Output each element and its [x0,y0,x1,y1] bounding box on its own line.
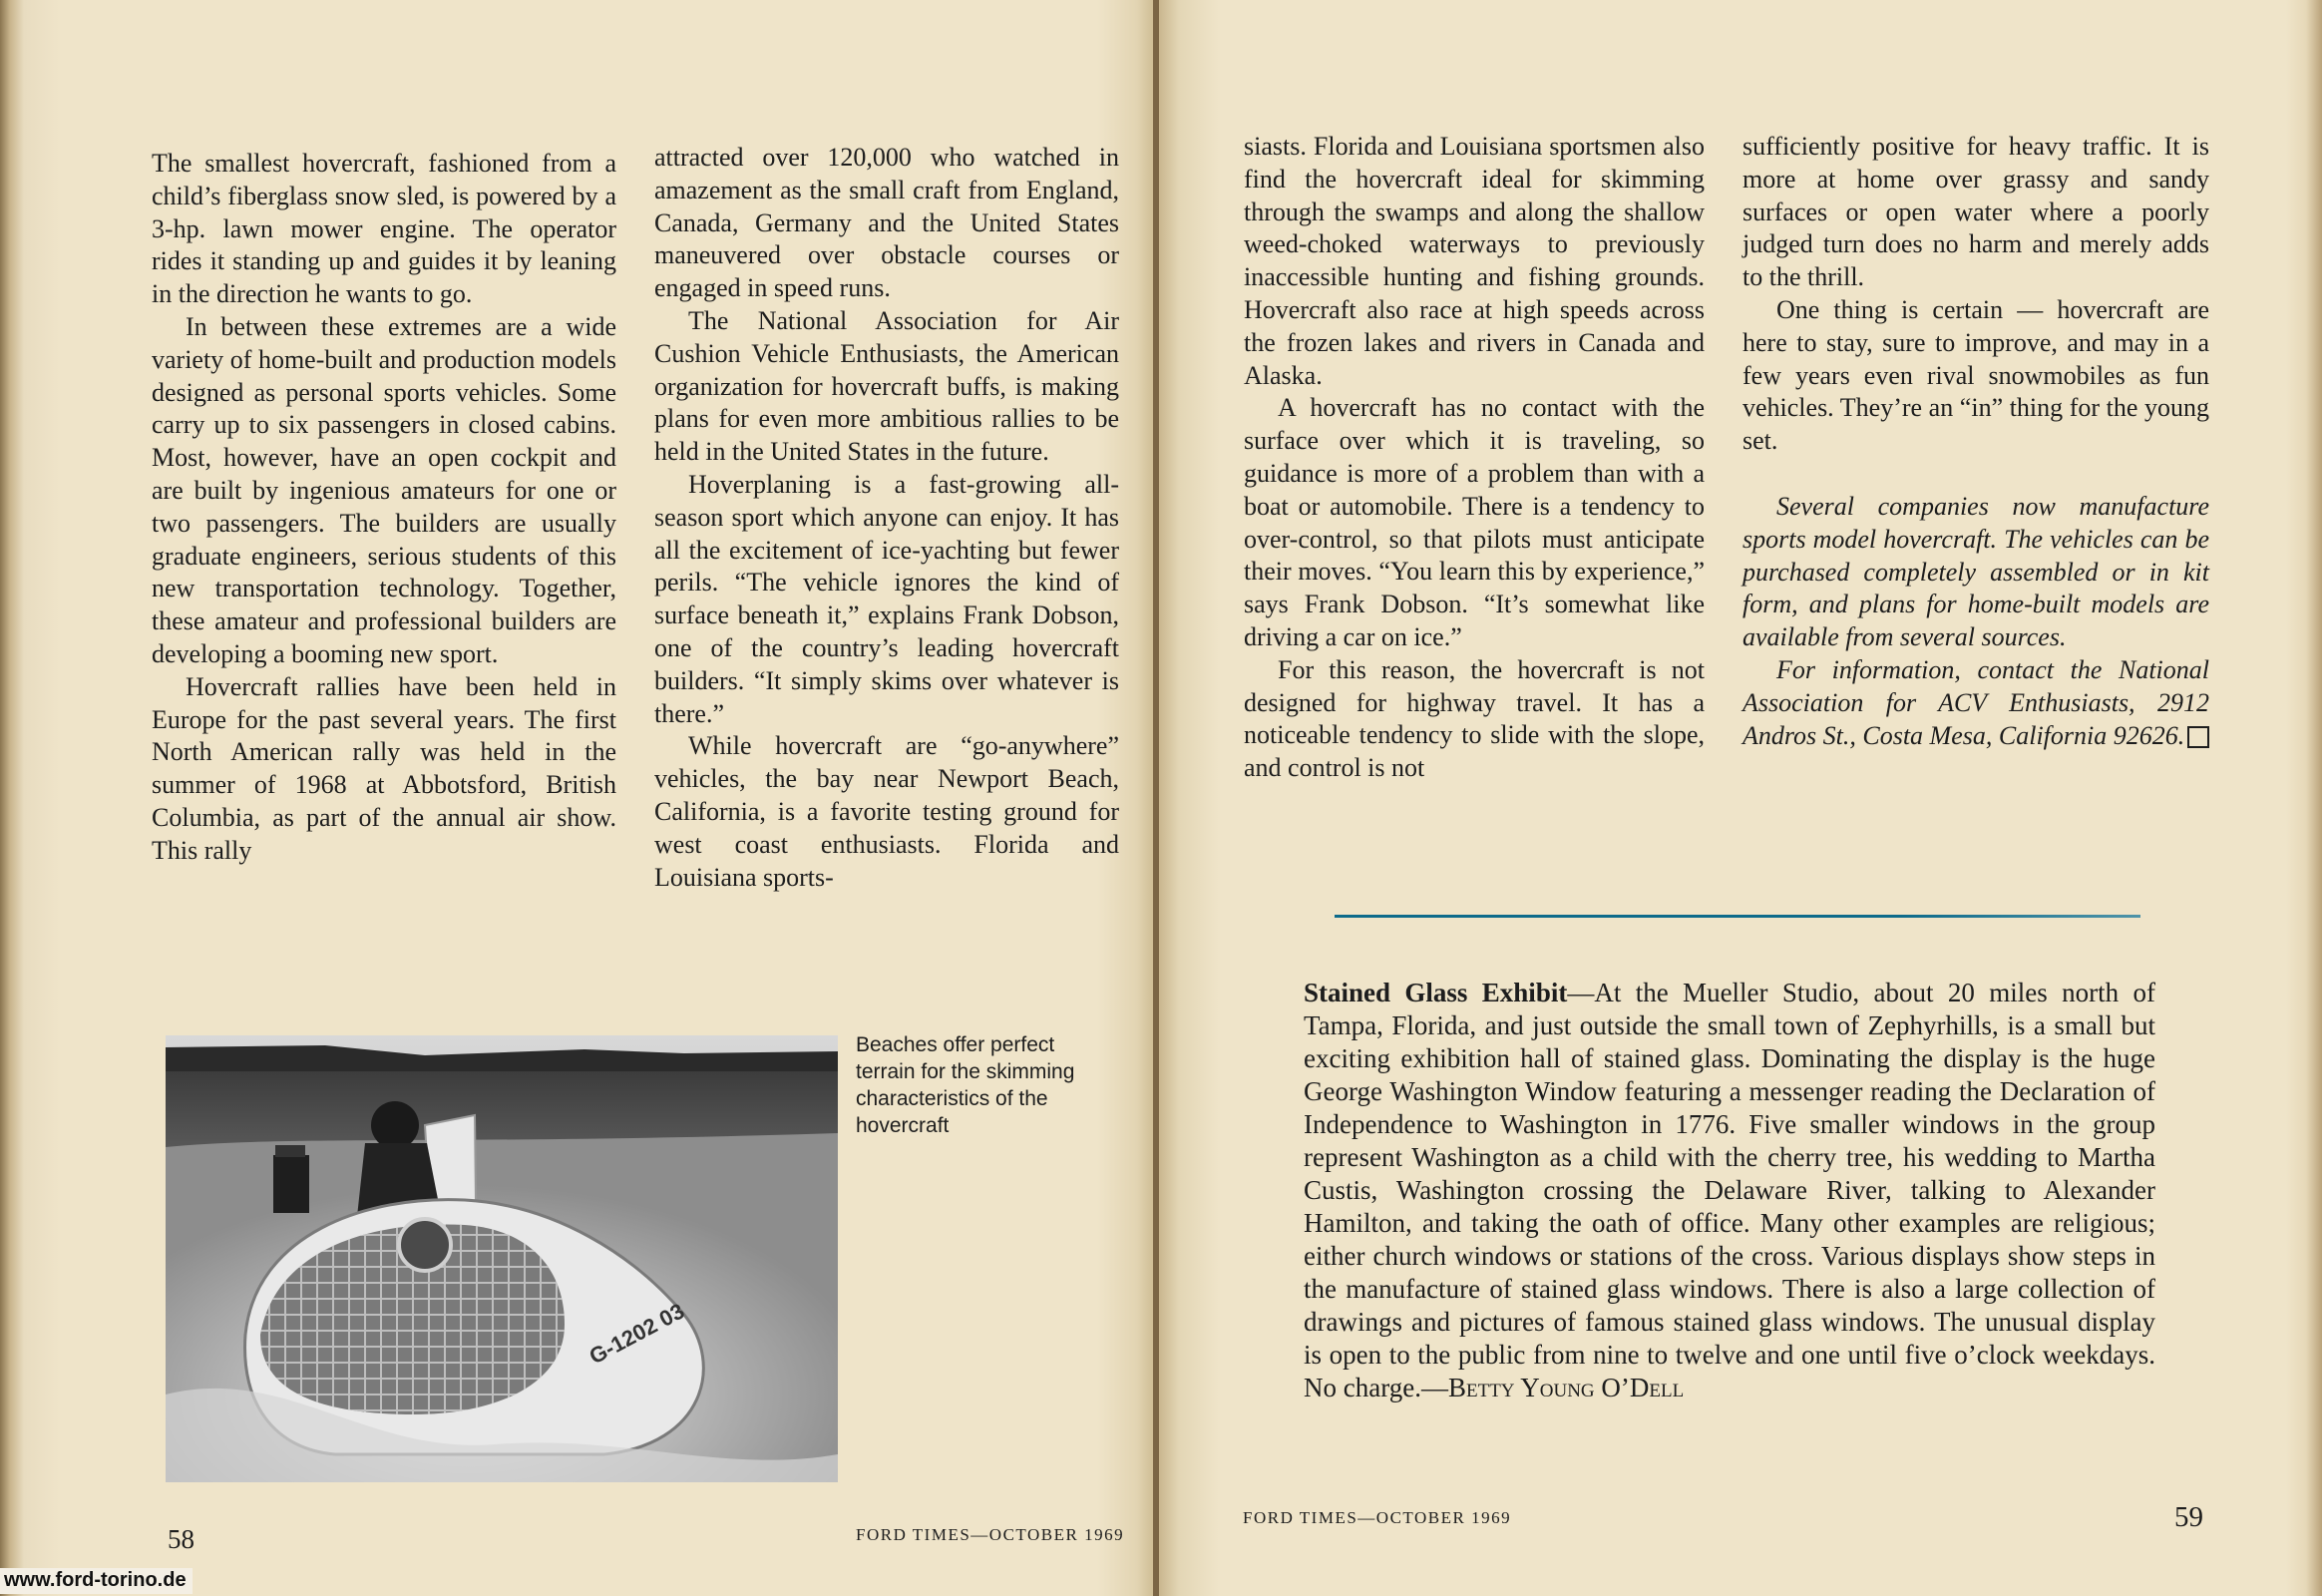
paragraph: For this reason, the hovercraft is not designed for highway travel. It has a noticeable tendency to slide with the slope, and control is not [1244,654,1705,783]
running-head-left: FORD TIMES—OCTOBER 1969 [856,1525,1125,1544]
photo-caption: Beaches offer perfect terrain for the skimming characteristics of the hovercraft [856,1033,1075,1137]
section-divider [1335,915,2140,918]
contact-text: For information, contact the National Association for ACV Enthusiasts, 2912 Andros St., Costa Mesa, California 92626. [1742,654,2209,750]
paragraph: While hovercraft are “go-anywhere” vehicles, the bay near Newport Beach, California, is a favorite testing ground for west coast enthusiasts. Florida and Louisiana sports- [654,731,1119,892]
right-column-2 [1742,131,2209,752]
paragraph: In between these extremes are a wide variety of home-built and production models designed as personal sports vehicles. Some carry up to six passengers in closed cabins. Most, however, have an open cockpit and are built by ingenious amateurs for one or two passengers. The builders are usually graduate engineers, serious students of this new transportation technology. Together, these amateur and professional builders are developing a booming new sport. [152,311,616,668]
paragraph: attracted over 120,000 who watched in amazement as the small craft from England, Canada, Germany and the United States maneuvered over obstacle courses or engaged in speed runs. [654,143,1119,303]
paragraph: sufficiently positive for heavy traffic. It is more at home over grassy and sandy surfaces or open water where a poorly judged turn does no harm and merely adds to the thrill. [1742,132,2209,292]
paragraph: The National Association for Air Cushion Vehicle Enthusiasts, the American organization for hovercraft buffs, is making plans for even more ambitious rallies to be held in the United States in the future. [654,305,1119,467]
article-byline: Betty Young O’Dell [1447,1373,1685,1402]
left-page [0,0,1155,1596]
article-title: Stained Glass Exhibit [1304,978,1568,1007]
stained-glass-article [1304,977,2155,1404]
craft-registration-label: G-1202 03 [584,1298,689,1370]
right-column-1 [1244,131,1705,785]
left-column-2 [654,142,1119,894]
running-head-right: FORD TIMES—OCTOBER 1969 [1243,1508,1512,1527]
note-paragraph [1742,491,2209,654]
paragraph: siasts. Florida and Louisiana sportsmen also find the hovercraft ideal for skimming through the swamps and along the shallow weed-choked waterways to previously inaccessible hunting and fishing grounds. Hovercraft also race at high speeds across the frozen lakes and rivers in Canada and Alaska. [1244,132,1705,390]
note-paragraph [1742,654,2209,752]
page-number-left: 58 [168,1524,194,1554]
paragraph: One thing is certain — hovercraft are here to stay, sure to improve, and may in a few years even rival snowmobiles as fun vehicles. They’re an “in” thing for the young set. [1742,294,2209,456]
site-watermark: www.ford-torino.de [0,1568,193,1594]
paragraph: The smallest hovercraft, fashioned from a child’s fiberglass snow sled, is powered by a 3-hp. lawn mower engine. The operator rides it standing up and guides it by leaning in the direction he wants to go. [152,149,616,309]
paragraph: Hoverplaning is a fast-growing all-season sport which anyone can enjoy. It has all the excitement of ice-yachting but fewer perils. “The vehicle ignores the kind of surface beneath it,” explains Frank Dobson, one of the country’s leading hovercraft builders. “It simply skims over whatever is there.” [654,469,1119,728]
article-body: —At the Mueller Studio, about 20 miles north of Tampa, Florida, and just outside the small town of Zephyrhills, is a small but exciting exhibition hall of stained glass. Dominating the display is the huge George Washington Window featuring a messenger reading the Declaration of Independence to Washington in 1776. Five smaller windows in the group represent Washington as a child with the cherry tree, his wedding to Martha Custis, Washington crossing the Delaware River, talking to Alexander Hamilton, and taking the oath of office. Many other examples are religious; either church windows or stations of the cross. Various displays show steps in the manufacture of stained glass windows. There is also a large collection of drawings and pictures of famous stained glass windows. The unusual display is open to the public from nine to twelve and one until five o’clock weekdays. No charge.— [1304,978,2155,1402]
left-column-1 [152,148,616,868]
end-mark-box [2187,726,2209,748]
paragraph: A hovercraft has no contact with the surface over which it is traveling, so guidance is more of a problem than with a boat or automobile. There is a tendency to over-control, so that pilots must anticipate their moves. “You learn this by experience,” says Frank Dobson. “It’s somewhat like driving a car on ice.” [1244,393,1705,651]
hovercraft-photo [166,1035,838,1482]
page-number-right: 59 [2174,1501,2203,1533]
note-text: Several companies now manufacture sports model hovercraft. The vehicles can be purchased completely assembled or in kit form, and plans for home-built models are available from several sources. [1742,491,2209,652]
paragraph: Hovercraft rallies have been held in Europe for the past several years. The first North American rally was held in the summer of 1968 at Abbotsford, British Columbia, as part of the annual air show. This rally [152,671,616,865]
article-paragraph [1304,977,2155,1404]
hovercraft-photo-drawing [166,1035,838,1482]
